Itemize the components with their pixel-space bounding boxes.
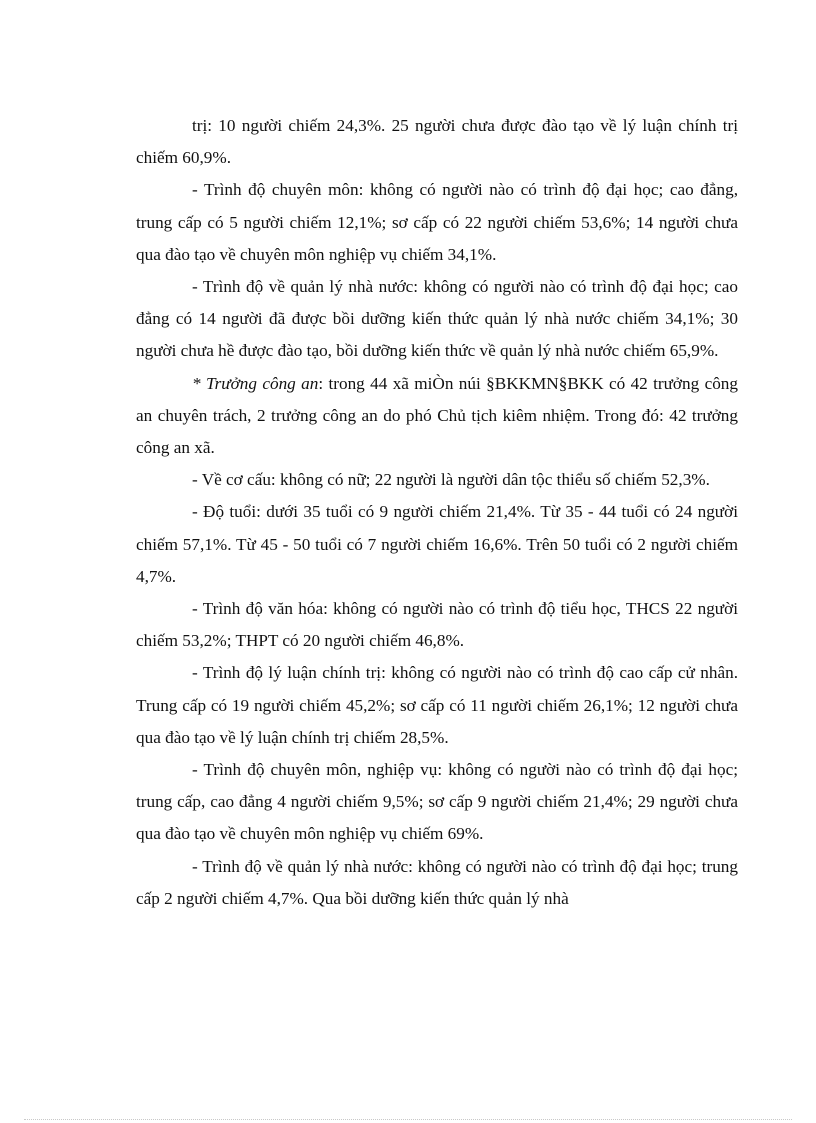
paragraph-age: - Độ tuổi: dưới 35 tuổi có 9 người chiếm 21,4%. Từ 35 - 44 tuổi có 24 người chiếm 57,1%. Từ 45 - 50 tuổi có 7 người chiếm 16,6%. Trên 50 tuổi có 2 người chiếm 4,7%. xyxy=(136,502,738,586)
police-chief-heading: * Trưởng công an xyxy=(192,373,319,393)
paragraph-education-level: - Trình độ văn hóa: không có người nào có trình độ tiểu học, THCS 22 người chiếm 53,2%; THPT có 20 người chiếm 46,8%. xyxy=(136,599,738,651)
paragraph-police-chief-intro xyxy=(136,368,738,465)
page-bottom-rule xyxy=(24,1119,792,1120)
document-body xyxy=(136,110,738,915)
paragraph-structure: - Về cơ cấu: không có nữ; 22 người là người dân tộc thiểu số chiếm 52,3%. xyxy=(192,470,710,490)
paragraph-police-professional: - Trình độ chuyên môn, nghiệp vụ: không có người nào có trình độ đại học; trung cấp, cao đẳng 4 người chiếm 9,5%; sơ cấp 9 người chiếm 21,4%; 29 người chưa qua đào tạo về chuyên môn nghiệp vụ chiếm 69%. xyxy=(136,760,738,844)
paragraph-state-management: - Trình độ về quản lý nhà nước: không có người nào có trình độ đại học; cao đẳng có 14 người đã được bồi dưỡng kiến thức quản lý nhà nước chiếm 34,1%; 30 người chưa hề được đào tạo, bồi dưỡng kiến thức về quản lý nhà nước chiếm 65,9%. xyxy=(136,277,738,361)
police-chief-intro-text: : trong 44 xã miÒn núi §BKKMN§BKK có 42 trưởng công an chuyên trách, 2 trưởng công an do phó Chủ tịch kiêm nhiệm. Trong đó: 42 trưởng công an xã. xyxy=(136,373,738,458)
paragraph-police-state-management: - Trình độ về quản lý nhà nước: không có người nào có trình độ đại học; trung cấp 2 người chiếm 4,7%. Qua bồi dưỡng kiến thức quản lý nhà xyxy=(136,856,738,908)
paragraph-professional-qualification: - Trình độ chuyên môn: không có người nào có trình độ đại học; cao đẳng, trung cấp có 5 người chiếm 12,1%; sơ cấp có 22 người chiếm 53,6%; 14 người chưa qua đào tạo về chuyên môn nghiệp vụ chiếm 34,1%. xyxy=(136,180,738,264)
paragraph-political-theory-continued: trị: 10 người chiếm 24,3%. 25 người chưa được đào tạo về lý luận chính trị chiếm 60,9%. xyxy=(136,116,738,168)
paragraph-police-political-theory: - Trình độ lý luận chính trị: không có người nào có trình độ cao cấp cử nhân. Trung cấp có 19 người chiếm 45,2%; sơ cấp có 11 người chiếm 26,1%; 12 người chưa qua đào tạo về lý luận chính trị chiếm 28,5%. xyxy=(136,663,738,747)
